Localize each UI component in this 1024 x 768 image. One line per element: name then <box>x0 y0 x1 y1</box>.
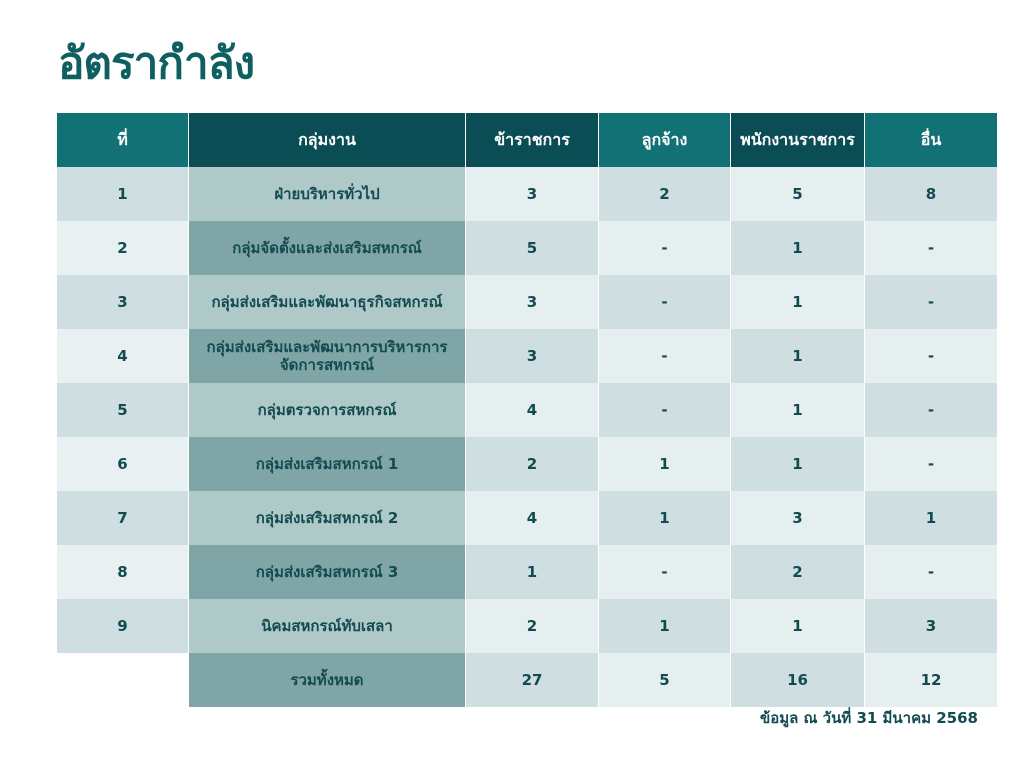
civil-servant-count: 3 <box>466 275 598 329</box>
header-government-employee: พนักงานราชการ <box>731 113 864 167</box>
employee-count: - <box>599 275 730 329</box>
employee-count: 1 <box>599 599 730 653</box>
employee-count: 1 <box>599 491 730 545</box>
government-employee-count: 1 <box>731 437 864 491</box>
other-count: - <box>865 329 997 383</box>
total-other: 12 <box>865 653 997 707</box>
other-count: - <box>865 383 997 437</box>
other-count: - <box>865 221 997 275</box>
row-number: 7 <box>57 491 188 545</box>
civil-servant-count: 2 <box>466 437 598 491</box>
government-employee-count: 5 <box>731 167 864 221</box>
government-employee-count: 1 <box>731 599 864 653</box>
group-name: กลุ่มจัดตั้งและส่งเสริมสหกรณ์ <box>189 221 465 275</box>
civil-servant-count: 1 <box>466 545 598 599</box>
government-employee-count: 1 <box>731 221 864 275</box>
employee-count: - <box>599 545 730 599</box>
group-name: นิคมสหกรณ์ทับเสลา <box>189 599 465 653</box>
government-employee-count: 1 <box>731 275 864 329</box>
total-blank-cell <box>57 653 188 707</box>
other-count: - <box>865 545 997 599</box>
header-employee: ลูกจ้าง <box>599 113 730 167</box>
row-number: 6 <box>57 437 188 491</box>
group-name: กลุ่มส่งเสริมสหกรณ์ 2 <box>189 491 465 545</box>
total-employee: 5 <box>599 653 730 707</box>
row-number: 2 <box>57 221 188 275</box>
group-name: กลุ่มส่งเสริมและพัฒนาการบริหารการจัดการสหกรณ์ <box>189 329 465 383</box>
government-employee-count: 1 <box>731 383 864 437</box>
data-date-note: ข้อมูล ณ วันที่ 31 มีนาคม 2568 <box>759 709 978 727</box>
group-name: ฝ่ายบริหารทั่วไป <box>189 167 465 221</box>
row-number: 1 <box>57 167 188 221</box>
total-government-employee: 16 <box>731 653 864 707</box>
other-count: 8 <box>865 167 997 221</box>
civil-servant-count: 4 <box>466 383 598 437</box>
total-label: รวมทั้งหมด <box>189 653 465 707</box>
civil-servant-count: 4 <box>466 491 598 545</box>
employee-count: - <box>599 221 730 275</box>
other-count: 3 <box>865 599 997 653</box>
group-name: กลุ่มส่งเสริมและพัฒนาธุรกิจสหกรณ์ <box>189 275 465 329</box>
employee-count: - <box>599 329 730 383</box>
other-count: 1 <box>865 491 997 545</box>
total-civil-servant: 27 <box>466 653 598 707</box>
header-no: ที่ <box>57 113 188 167</box>
government-employee-count: 2 <box>731 545 864 599</box>
row-number: 5 <box>57 383 188 437</box>
other-count: - <box>865 275 997 329</box>
header-civil-servant: ข้าราชการ <box>466 113 598 167</box>
employee-count: 1 <box>599 437 730 491</box>
civil-servant-count: 5 <box>466 221 598 275</box>
row-number: 8 <box>57 545 188 599</box>
civil-servant-count: 2 <box>466 599 598 653</box>
header-group: กลุ่มงาน <box>189 113 465 167</box>
page-title: อัตรากำลัง <box>58 38 255 89</box>
employee-count: 2 <box>599 167 730 221</box>
header-other: อื่น <box>865 113 997 167</box>
row-number: 3 <box>57 275 188 329</box>
other-count: - <box>865 437 997 491</box>
row-number: 9 <box>57 599 188 653</box>
staffing-table <box>57 113 997 707</box>
civil-servant-count: 3 <box>466 329 598 383</box>
group-name: กลุ่มส่งเสริมสหกรณ์ 1 <box>189 437 465 491</box>
group-name: กลุ่มส่งเสริมสหกรณ์ 3 <box>189 545 465 599</box>
civil-servant-count: 3 <box>466 167 598 221</box>
row-number: 4 <box>57 329 188 383</box>
group-name: กลุ่มตรวจการสหกรณ์ <box>189 383 465 437</box>
employee-count: - <box>599 383 730 437</box>
government-employee-count: 1 <box>731 329 864 383</box>
government-employee-count: 3 <box>731 491 864 545</box>
